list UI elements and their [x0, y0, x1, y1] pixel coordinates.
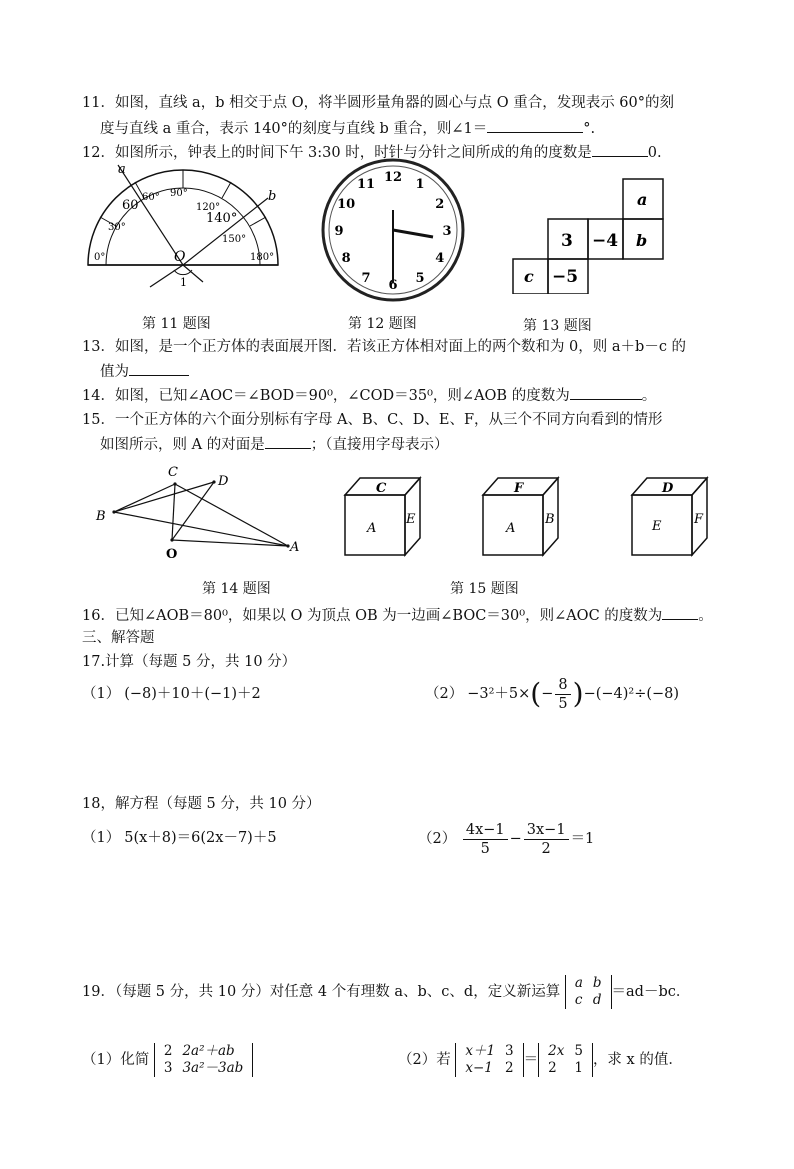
q18-part2: （2） $\frac{4x-1}{5}$ − $\frac{3x-1}{2}$ ＝1	[418, 821, 595, 857]
q19-intro: 19．（每题 5 分，共 10 分）对任意 4 个有理数 a、b、c、d，定义新运算 a b c d ＝ad－bc．	[82, 975, 691, 1008]
svg-text:F: F	[694, 512, 704, 527]
svg-text:D: D	[218, 474, 229, 489]
clock-number: 10	[337, 197, 356, 212]
label-a: a	[118, 162, 126, 177]
q13-line1: 13．如图，是一个正方体的表面展开图．若该正方体相对面上的两个数和为 0，则 a＋b－c 的	[82, 339, 687, 355]
svg-text:3: 3	[561, 231, 573, 251]
clock-number: 3	[442, 224, 452, 239]
label-o: O	[174, 249, 186, 265]
fig13-cube-net	[508, 174, 683, 294]
q19-part1: （1）化简 2 2a²＋ab 3 3a²－3ab	[82, 1038, 253, 1082]
q16-line: 16．已知∠AOB＝80⁰，如果以 O 为顶点 OB 为一边画∠BOC＝30⁰，则∠AOC 的度数为 。	[82, 605, 713, 626]
svg-text:F: F	[514, 481, 524, 496]
q17-part2: （2） −3²＋5×(− $\frac{8}{5}$ )−(−4)²÷(−8)	[425, 676, 680, 712]
svg-text:150°: 150°	[222, 234, 247, 245]
q17-part1: （1） (−8)＋10＋(−1)＋2	[82, 686, 261, 702]
q14-answer-blank[interactable]	[570, 385, 642, 400]
clock-number: 5	[415, 270, 425, 286]
caption-fig15: 第 15 题图	[450, 581, 519, 597]
q16-answer-blank[interactable]	[662, 605, 698, 620]
q12-answer-blank[interactable]	[592, 142, 648, 157]
svg-text:60: 60	[122, 198, 139, 213]
q17-title: 17.计算（每题 5 分，共 10 分）	[82, 654, 297, 670]
q13-line2: 值为	[100, 361, 189, 382]
svg-text:−5: −5	[552, 267, 579, 287]
caption-fig11: 第 11 题图	[142, 316, 211, 332]
clock-number: 1	[415, 177, 425, 193]
caption-fig14: 第 14 题图	[202, 581, 271, 597]
q15-line1: 15．一个正方体的六个面分别标有字母 A、B、C、D、E、F，从三个不同方向看到的情形	[82, 412, 663, 428]
svg-text:E: E	[652, 519, 662, 534]
fraction-3x-1-over-2: $\frac{3x-1}{2}$	[524, 821, 569, 858]
q11-line2: 度与直线 a 重合，表示 140°的刻度与直线 b 重合，则∠1＝ °.	[100, 118, 595, 139]
clock-number: 12	[383, 170, 403, 185]
det-definition: a b c d	[565, 975, 612, 1009]
caption-fig12: 第 12 题图	[348, 316, 417, 332]
det-part2-left: x＋1 3 x−1 2	[455, 1043, 523, 1077]
svg-text:60°: 60°	[142, 192, 160, 203]
q11-answer-blank[interactable]	[487, 118, 583, 133]
fig14-angles	[92, 462, 312, 562]
clock-number: 11	[356, 177, 376, 193]
svg-text:c: c	[524, 267, 534, 286]
svg-text:C: C	[376, 481, 387, 496]
q19-part2: （2）若 x＋1 3 x−1 2 ＝ 2x 5 2 1 ，求 x 的值．	[398, 1043, 683, 1076]
q14-line: 14．如图，已知∠AOC＝∠BOD＝90⁰，∠COD＝35⁰，则∠AOB 的度数为 。	[82, 385, 656, 406]
clock-number: 4	[435, 251, 445, 266]
svg-text:A: A	[506, 521, 516, 536]
svg-text:A: A	[290, 540, 300, 555]
cube-view-3	[632, 478, 707, 555]
svg-text:C: C	[168, 465, 178, 480]
clock-number: 2	[435, 197, 445, 212]
clock-number: 9	[334, 224, 344, 239]
svg-text:90°: 90°	[170, 188, 188, 199]
svg-text:B: B	[545, 512, 555, 527]
q15-line2: 如图所示，则 A 的对面是 ；（直接用字母表示）	[100, 434, 448, 455]
cube-view-2	[483, 478, 558, 555]
svg-text:E: E	[406, 512, 416, 527]
q13-answer-blank[interactable]	[129, 361, 189, 376]
svg-text:140°: 140°	[206, 211, 238, 226]
q11-line1: 11．如图，直线 a，b 相交于点 O，将半圆形量角器的圆心与点 O 重合，发现表示 60°的刻	[82, 95, 675, 111]
det-part1: 2 2a²＋ab 3 3a²－3ab	[154, 1043, 253, 1077]
svg-text:D: D	[662, 481, 674, 496]
clock-number: 8	[341, 251, 351, 266]
svg-text:−4: −4	[592, 231, 619, 251]
label-b: b	[268, 189, 277, 204]
fraction-4x-1-over-5: $\frac{4x-1}{5}$	[463, 821, 508, 858]
q15-answer-blank[interactable]	[265, 434, 311, 449]
q18-part1: （1） 5(x＋8)＝6(2x－7)＋5	[82, 830, 277, 846]
clock-number: 6	[388, 278, 398, 293]
fig15-cubes	[340, 470, 720, 560]
q18-title: 18，解方程（每题 5 分，共 10 分）	[82, 796, 321, 812]
section-title: 三、解答题	[82, 630, 155, 646]
det-part2-right: 2x 5 2 1	[538, 1043, 593, 1077]
caption-fig13: 第 13 题图	[523, 318, 592, 334]
fig11-protractor	[78, 160, 288, 295]
label-angle-1: 1	[180, 276, 187, 289]
fraction-8-5: $\frac{8}{5}$	[555, 676, 570, 713]
fig12-clock	[318, 155, 468, 305]
svg-text:30°: 30°	[108, 222, 126, 233]
svg-text:a: a	[637, 190, 648, 209]
svg-text:A: A	[367, 521, 377, 536]
svg-text:b: b	[636, 231, 648, 250]
hour-hand	[393, 230, 433, 237]
cube-view-1	[345, 478, 420, 555]
svg-text:B: B	[96, 509, 106, 524]
clock-number: 7	[361, 270, 371, 286]
svg-text:120°: 120°	[196, 202, 221, 213]
svg-text:180°: 180°	[250, 252, 275, 263]
svg-text:O: O	[166, 547, 178, 562]
q12-line: 12．如图所示，钟表上的时间下午 3:30 时，时针与分针之间所成的角的度数是 0.	[82, 142, 662, 163]
svg-text:0°: 0°	[94, 252, 106, 263]
